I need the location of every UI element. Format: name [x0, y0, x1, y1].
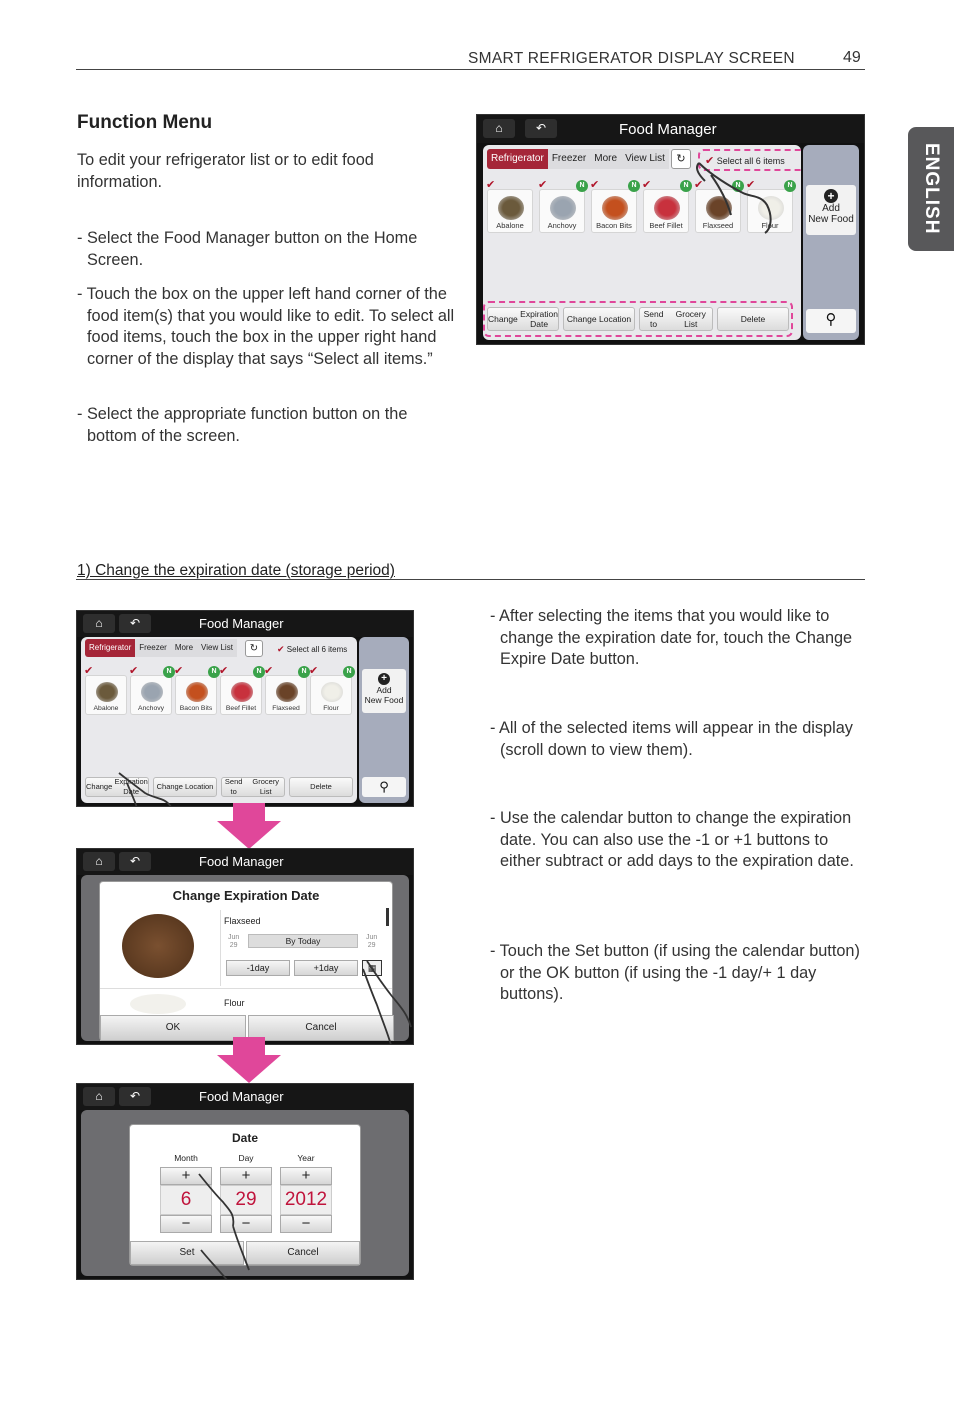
- refresh-button[interactable]: [245, 640, 263, 657]
- screen-title: Food Manager: [199, 854, 284, 869]
- food-label: Beef Fillet: [649, 221, 683, 230]
- expiration-dialog: [99, 881, 393, 1041]
- divider: [220, 910, 221, 986]
- year-minus-button[interactable]: −: [280, 1215, 332, 1233]
- date-right: Jun 29: [366, 934, 378, 949]
- cancel-button[interactable]: Cancel: [246, 1241, 360, 1265]
- by-today-button[interactable]: By Today: [248, 934, 358, 948]
- check-icon[interactable]: ✔: [264, 665, 274, 677]
- food-image: [231, 682, 253, 702]
- new-badge: N: [680, 180, 692, 192]
- month-plus-button[interactable]: +: [160, 1167, 212, 1185]
- food-label: Flaxseed: [702, 221, 734, 230]
- food-card[interactable]: [129, 665, 172, 715]
- tab-refrigerator[interactable]: Refrigerator: [487, 149, 548, 169]
- change-location-button[interactable]: Change Location: [563, 307, 635, 331]
- hand-pointer-icon: [193, 1170, 253, 1280]
- check-icon[interactable]: ✔: [746, 179, 756, 191]
- month-minus-button[interactable]: −: [160, 1215, 212, 1233]
- row-divider: [100, 988, 392, 989]
- food-image: [602, 196, 628, 220]
- step-bullet-3: - Use the calendar button to change the expiration date. You can also use the -1 or +1 buttons to either subtract or add days to the expiration date.: [490, 809, 854, 870]
- food-image: [321, 682, 343, 702]
- delete-button[interactable]: Delete: [717, 307, 789, 331]
- back-button[interactable]: [119, 614, 151, 633]
- back-icon: ↶: [129, 854, 141, 868]
- food-label: Flour: [323, 705, 339, 712]
- send-to-grocery-list-button[interactable]: Send to Grocery List: [221, 777, 285, 797]
- home-button[interactable]: [83, 852, 115, 871]
- day-label: Day: [238, 1153, 254, 1163]
- screen-title: Food Manager: [199, 1089, 284, 1104]
- refresh-icon: ↻: [676, 153, 686, 165]
- bullet-3: - Select the appropriate function button on the bottom of the screen.: [77, 405, 408, 445]
- year-label: Year: [297, 1153, 315, 1163]
- intro-text: To edit your refrigerator list or to edit food information.: [77, 151, 374, 191]
- top-bar: [477, 115, 864, 143]
- ok-button[interactable]: OK: [100, 1015, 246, 1041]
- hand-pointer-icon: [115, 771, 185, 807]
- food-image: [96, 682, 118, 702]
- search-button[interactable]: [362, 777, 406, 797]
- year-plus-button[interactable]: +: [280, 1167, 332, 1185]
- back-icon: ↶: [129, 1089, 141, 1103]
- food-label: Abalone: [93, 705, 119, 712]
- dialog-title: Change Expiration Date: [172, 888, 320, 903]
- new-badge: N: [576, 180, 588, 192]
- date-dialog-title: Date: [231, 1131, 258, 1145]
- home-icon: ⌂: [495, 121, 503, 135]
- tab-view-list[interactable]: View List: [197, 639, 237, 657]
- home-button[interactable]: [483, 119, 515, 138]
- tab-view-list[interactable]: View List: [621, 149, 669, 169]
- day-plus-button[interactable]: +: [220, 1167, 272, 1185]
- food-label: Beef Fillet: [225, 705, 257, 712]
- section-title: Function Menu: [77, 112, 213, 133]
- change-expiration-screen: [76, 848, 414, 1045]
- food-card[interactable]: [219, 665, 262, 715]
- food-label: Abalone: [496, 221, 524, 230]
- check-icon[interactable]: ✔: [538, 179, 548, 191]
- year-value[interactable]: 2012: [280, 1185, 332, 1215]
- select-all-check-icon: ✔: [705, 155, 715, 167]
- home-button[interactable]: [83, 1087, 115, 1106]
- subsection-rule: [76, 579, 865, 580]
- food-card[interactable]: [174, 665, 217, 715]
- new-badge: N: [208, 666, 220, 678]
- food-image: [141, 682, 163, 702]
- home-button[interactable]: [83, 614, 115, 633]
- subsection-heading: 1) Change the expiration date (storage period): [77, 562, 395, 579]
- add-icon: +: [378, 673, 390, 685]
- check-icon[interactable]: ✔: [309, 665, 319, 677]
- select-all-label: Select all 6 items: [716, 156, 785, 166]
- check-icon[interactable]: ✔: [129, 665, 139, 677]
- tab-more[interactable]: More: [590, 149, 621, 169]
- change-location-button[interactable]: Change Location: [153, 777, 217, 797]
- top-bar: [77, 1084, 413, 1110]
- food-label: Anchovy: [137, 705, 165, 712]
- tab-more[interactable]: More: [171, 639, 197, 657]
- day-minus-button[interactable]: −: [220, 1215, 272, 1233]
- add-new-food-button[interactable]: + Add New Food: [362, 669, 406, 713]
- food-card[interactable]: [486, 179, 533, 233]
- check-icon[interactable]: ✔: [642, 179, 652, 191]
- add-icon: +: [824, 189, 838, 203]
- flaxseed-image: [122, 914, 194, 978]
- bullet-2: - Touch the box on the upper left hand corner of the food item(s) that you would like to edit. To select all food items, touch the box in the upper right hand corner of the display that says “Select all items.”: [77, 285, 455, 368]
- food-manager-screen-step1: [76, 610, 414, 807]
- new-badge: N: [628, 180, 640, 192]
- food-card[interactable]: [309, 665, 352, 715]
- calendar-icon: ▦: [367, 963, 377, 973]
- home-icon: ⌂: [95, 1089, 103, 1103]
- food-card[interactable]: [642, 179, 689, 233]
- check-icon[interactable]: ✔: [694, 179, 704, 191]
- plus-day-button[interactable]: +1day: [294, 960, 358, 976]
- scrollbar[interactable]: [386, 908, 389, 926]
- change-expiration-date-button[interactable]: Change Expiration Date: [488, 309, 558, 329]
- home-icon: ⌂: [95, 616, 103, 630]
- delete-button[interactable]: Delete: [289, 777, 353, 797]
- new-badge: N: [253, 666, 265, 678]
- down-arrow-icon: [217, 1037, 281, 1083]
- side-panel: [359, 637, 409, 803]
- food-card[interactable]: [264, 665, 307, 715]
- language-tab: [908, 127, 954, 251]
- select-all-checkbox[interactable]: [277, 644, 347, 655]
- add-new-food-button[interactable]: + Add New Food: [806, 185, 856, 235]
- home-icon: ⌂: [95, 854, 103, 868]
- tab-freezer[interactable]: Freezer: [548, 149, 590, 169]
- food-label: Anchovy: [547, 221, 577, 230]
- date-left: Jun 29: [228, 934, 240, 949]
- top-bar: [77, 849, 413, 875]
- flour-image: [130, 994, 186, 1014]
- food-image: [498, 196, 524, 220]
- check-icon[interactable]: ✔: [486, 179, 496, 191]
- food-image: [654, 196, 680, 220]
- select-all-check-icon: ✔: [277, 644, 285, 654]
- back-button[interactable]: [119, 1087, 151, 1106]
- new-badge: N: [343, 666, 355, 678]
- food-label: Flour: [761, 221, 779, 230]
- screen-title: Food Manager: [619, 121, 717, 138]
- change-expiration-date-button[interactable]: Change Expiration Date: [86, 777, 148, 796]
- step-bullet-1: - After selecting the items that you would like to change the expiration date for, touch the Change Expire Date button.: [490, 607, 853, 668]
- category-tabs: [487, 149, 669, 169]
- check-icon[interactable]: ✔: [219, 665, 229, 677]
- food-manager-screen-main: [476, 114, 865, 345]
- food-card[interactable]: [590, 179, 637, 233]
- hand-pointer-icon: [361, 955, 414, 1045]
- back-button[interactable]: [119, 852, 151, 871]
- month-label: Month: [174, 1153, 198, 1163]
- item-name-flaxseed: Flaxseed: [224, 916, 261, 926]
- bullet-1: - Select the Food Manager button on the Home Screen.: [77, 229, 418, 269]
- top-bar: [77, 611, 413, 637]
- back-button[interactable]: [525, 119, 557, 138]
- send-to-grocery-list-button[interactable]: Send to Grocery List: [639, 307, 713, 331]
- refresh-button[interactable]: [671, 149, 691, 169]
- date-picker-screen: [76, 1083, 414, 1280]
- check-icon[interactable]: ✔: [84, 665, 94, 677]
- language-tab-label: ENGLISH: [921, 143, 942, 235]
- select-all-label: Select all 6 items: [286, 645, 348, 654]
- page-number: 49: [843, 49, 861, 66]
- header-title: SMART REFRIGERATOR DISPLAY SCREEN: [468, 50, 795, 67]
- food-image: [186, 682, 208, 702]
- food-label: Flaxseed: [272, 705, 300, 712]
- category-tabs: [85, 639, 237, 657]
- food-image: [276, 682, 298, 702]
- new-badge: N: [732, 180, 744, 192]
- header-rule: [76, 69, 865, 70]
- search-icon: ⚲: [379, 779, 389, 794]
- set-button[interactable]: Set: [130, 1241, 244, 1265]
- new-badge: N: [163, 666, 175, 678]
- cancel-button[interactable]: Cancel: [248, 1015, 394, 1041]
- food-image: [550, 196, 576, 220]
- minus-day-button[interactable]: -1day: [226, 960, 290, 976]
- food-card[interactable]: [538, 179, 585, 233]
- hand-pointer-icon: [691, 155, 781, 235]
- side-panel: [803, 145, 859, 340]
- down-arrow-icon: [217, 803, 281, 849]
- search-icon: ⚲: [825, 311, 837, 328]
- check-icon[interactable]: ✔: [590, 179, 600, 191]
- search-button[interactable]: [806, 309, 856, 333]
- refresh-icon: ↻: [249, 643, 259, 654]
- tab-freezer[interactable]: Freezer: [135, 639, 171, 657]
- item-name-flour: Flour: [224, 998, 245, 1008]
- food-label: Bacon Bits: [179, 705, 213, 712]
- month-value[interactable]: 6: [160, 1185, 212, 1215]
- food-label: Bacon Bits: [596, 221, 632, 230]
- tab-refrigerator[interactable]: Refrigerator: [85, 639, 135, 657]
- new-badge: N: [784, 180, 796, 192]
- new-badge: N: [298, 666, 310, 678]
- check-icon[interactable]: ✔: [174, 665, 184, 677]
- back-icon: ↶: [129, 616, 141, 630]
- screen-title: Food Manager: [199, 616, 284, 631]
- step-bullet-2: - All of the selected items will appear in the display (scroll down to view them).: [490, 719, 853, 759]
- step-bullet-4: - Touch the Set button (if using the calendar button) or the OK button (if using the -1 day/+ 1 day buttons).: [490, 942, 860, 1003]
- day-value[interactable]: 29: [220, 1185, 272, 1215]
- back-icon: ↶: [535, 121, 547, 135]
- food-card[interactable]: [84, 665, 127, 715]
